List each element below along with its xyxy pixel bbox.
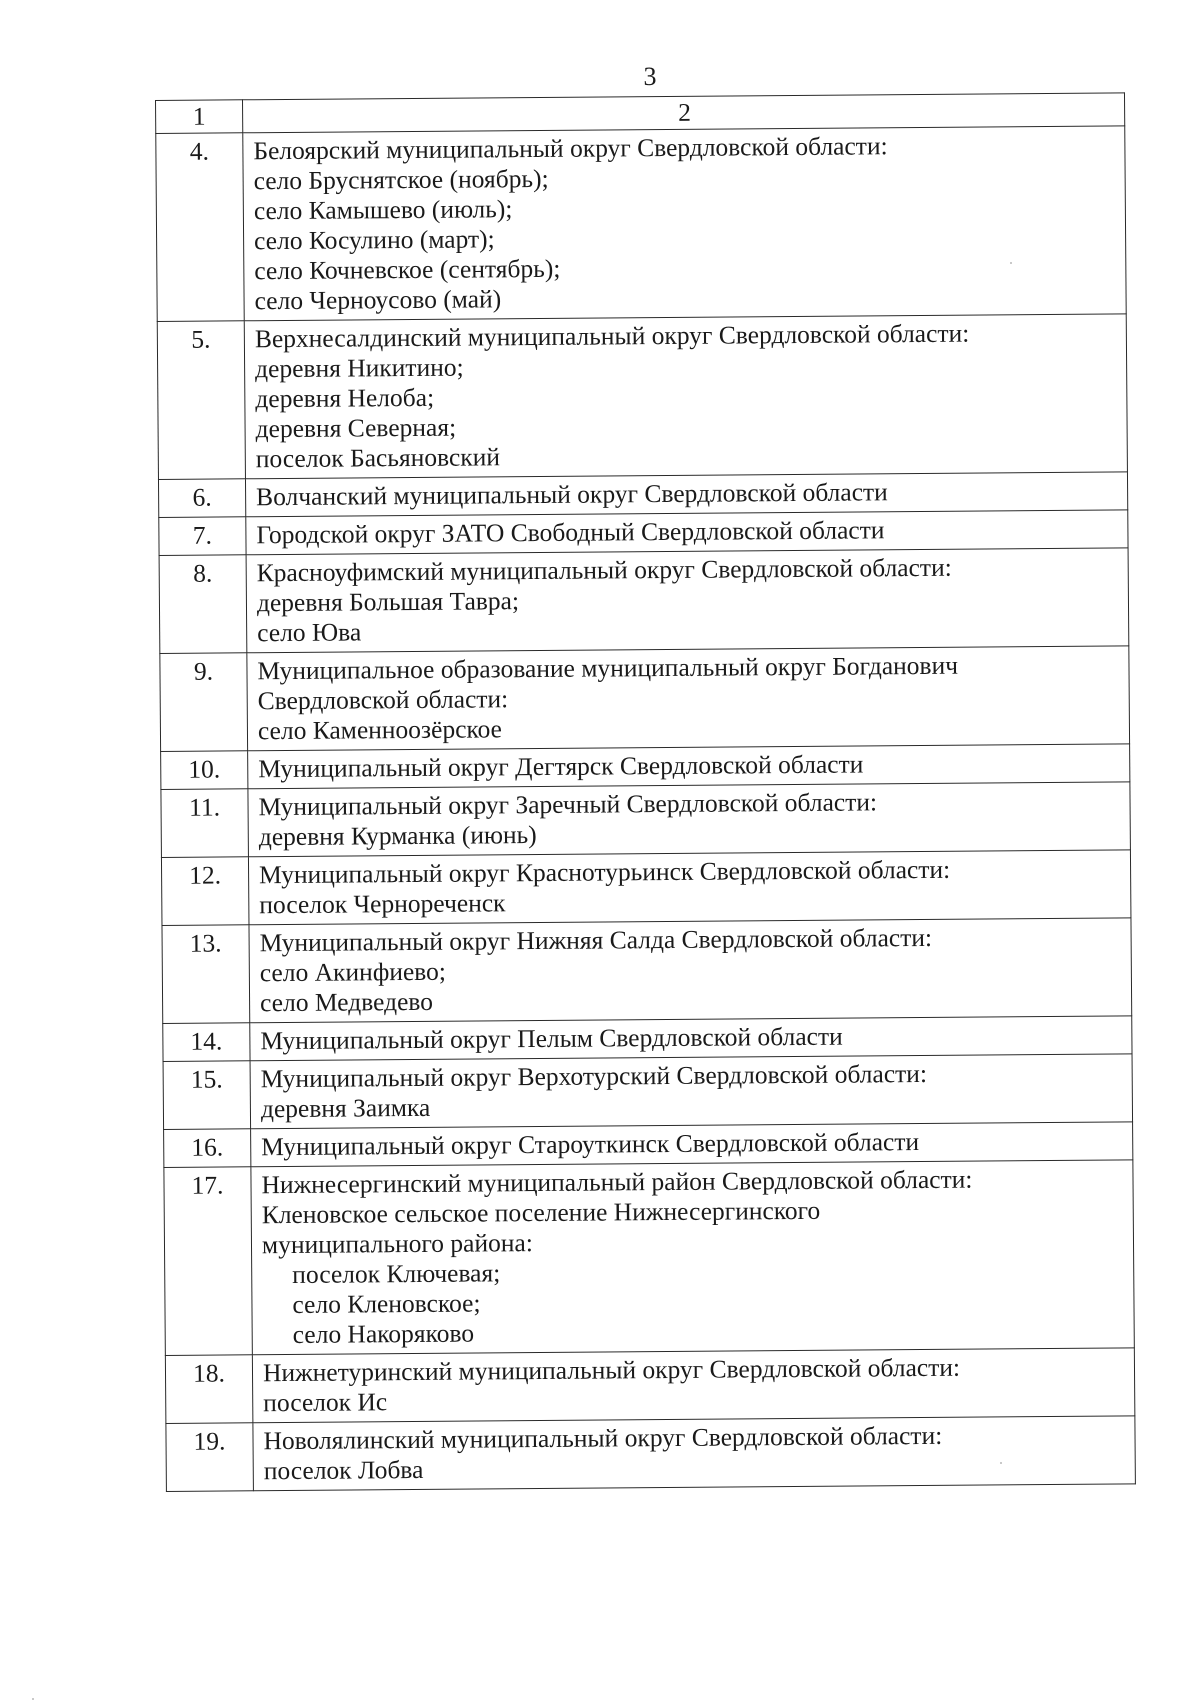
scan-speck xyxy=(32,1698,34,1700)
table-row xyxy=(160,646,1130,752)
settlements-table xyxy=(155,92,1136,1492)
description-line: Городской округ ЗАТО Свободный Свердловской области xyxy=(256,515,885,550)
row-number-cell: 10. xyxy=(161,751,248,790)
description-line: село Косулино (март); xyxy=(253,224,495,256)
description-line: Муниципальный округ Нижняя Салда Свердловской области: xyxy=(259,922,933,958)
row-number-cell: 16. xyxy=(164,1129,251,1168)
row-description-cell xyxy=(248,782,1131,857)
description-line: село Камышево (июль); xyxy=(253,194,513,226)
description-line: деревня Северная; xyxy=(255,412,457,444)
row-number-cell: 9. xyxy=(160,653,248,752)
row-description-cell xyxy=(248,850,1131,925)
description-line: село Черноусово (май) xyxy=(254,284,502,316)
description-line: Белоярский муниципальный округ Свердловской области: xyxy=(253,131,888,166)
description-line: Новолялинский муниципальный округ Свердловской области: xyxy=(263,1420,943,1456)
description-line: деревня Большая Тавра; xyxy=(256,586,520,618)
description-line: поселок Басьяновский xyxy=(255,442,501,474)
row-number-cell: 12. xyxy=(161,857,249,926)
description-line: поселок Ис xyxy=(263,1387,388,1418)
row-number-cell: 15. xyxy=(163,1061,251,1130)
description-line: село Бруснятское (ноябрь); xyxy=(253,163,549,196)
description-line: деревня Никитино; xyxy=(254,352,464,384)
table-row xyxy=(156,126,1126,322)
table-body xyxy=(156,93,1136,1492)
description-line: деревня Нелоба; xyxy=(255,382,435,414)
description-line: Красноуфимский муниципальный округ Свердловской области: xyxy=(256,552,952,588)
page-number: 3 xyxy=(643,62,657,91)
row-number-cell: 6. xyxy=(158,479,245,518)
row-description-cell xyxy=(244,314,1127,479)
description-line: село Каменноозёрское xyxy=(257,714,503,746)
description-line: Нижнесергинский муниципальный район Свердловской области: xyxy=(261,1164,973,1200)
description-line: Муниципальный округ Краснотурьинск Свердловской области: xyxy=(258,854,951,890)
row-number-cell: 7. xyxy=(159,517,246,556)
row-number-cell: 18. xyxy=(165,1355,253,1424)
row-description-cell xyxy=(249,918,1132,1023)
description-line: поселок Чернореченск xyxy=(259,888,506,920)
header-cell-description: 2 xyxy=(243,93,1125,133)
row-number-cell: 13. xyxy=(162,925,250,1024)
row-description-cell xyxy=(246,548,1129,653)
table-row xyxy=(164,1160,1134,1356)
description-line: Муниципальный округ Пелым Свердловской области xyxy=(260,1021,843,1056)
row-description-cell xyxy=(251,1160,1134,1355)
table-row xyxy=(162,918,1132,1024)
row-number-cell: 19. xyxy=(166,1423,254,1492)
row-number-cell: 8. xyxy=(159,555,247,654)
description-line: деревня Заимка xyxy=(260,1092,431,1124)
row-description-cell xyxy=(243,126,1126,321)
description-line: Верхнесалдинский муниципальный округ Свердловской области: xyxy=(254,318,970,354)
row-description-cell xyxy=(253,1416,1136,1491)
settlement-subline: поселок Ключевая; xyxy=(292,1258,501,1289)
settlement-subline: село Кленовское; xyxy=(292,1288,481,1319)
description-line: муниципального района: xyxy=(261,1228,533,1260)
table-row xyxy=(163,1054,1133,1130)
row-description-cell xyxy=(252,1348,1135,1423)
header-cell-number: 1 xyxy=(156,100,243,134)
description-line: село Медведево xyxy=(259,986,434,1018)
scan-speck xyxy=(1010,262,1012,264)
description-line: деревня Курманка (июнь) xyxy=(258,820,537,852)
settlement-subline: село Накоряково xyxy=(292,1318,475,1349)
description-line: Муниципальное образование муниципальный округ Богданович xyxy=(257,650,959,686)
row-description-cell xyxy=(250,1054,1133,1129)
table-row xyxy=(157,314,1127,480)
description-line: Нижнетуринский муниципальный округ Свердловской области: xyxy=(262,1352,961,1388)
description-line: поселок Лобва xyxy=(263,1454,424,1486)
description-line: Муниципальный округ Дегтярск Свердловской области xyxy=(258,749,864,784)
table-row xyxy=(161,850,1131,926)
row-number-cell: 17. xyxy=(164,1167,252,1356)
row-number-cell: 5. xyxy=(157,321,245,480)
row-number-cell: 4. xyxy=(156,133,244,322)
scan-speck xyxy=(1000,1462,1002,1464)
description-line: Волчанский муниципальный округ Свердловской области xyxy=(256,477,888,512)
description-line: Муниципальный округ Заречный Свердловской области: xyxy=(258,787,878,822)
table-row xyxy=(159,548,1129,654)
description-line: село Акинфиево; xyxy=(259,956,447,988)
table-row xyxy=(166,1416,1136,1492)
description-line: село Юва xyxy=(257,617,362,648)
table-row xyxy=(165,1348,1135,1424)
table-row xyxy=(161,782,1131,858)
description-line: Муниципальный округ Верхотурский Свердловской области: xyxy=(260,1058,928,1094)
row-description-cell xyxy=(247,646,1130,751)
description-line: Кленовское сельское поселение Нижнесергинского xyxy=(261,1195,821,1230)
description-line: село Кочневское (сентябрь); xyxy=(254,253,561,286)
row-number-cell: 14. xyxy=(163,1023,250,1062)
description-line: Муниципальный округ Староуткинск Свердловской области xyxy=(261,1127,920,1162)
row-number-cell: 11. xyxy=(161,789,249,858)
description-line: Свердловской области: xyxy=(257,684,509,716)
